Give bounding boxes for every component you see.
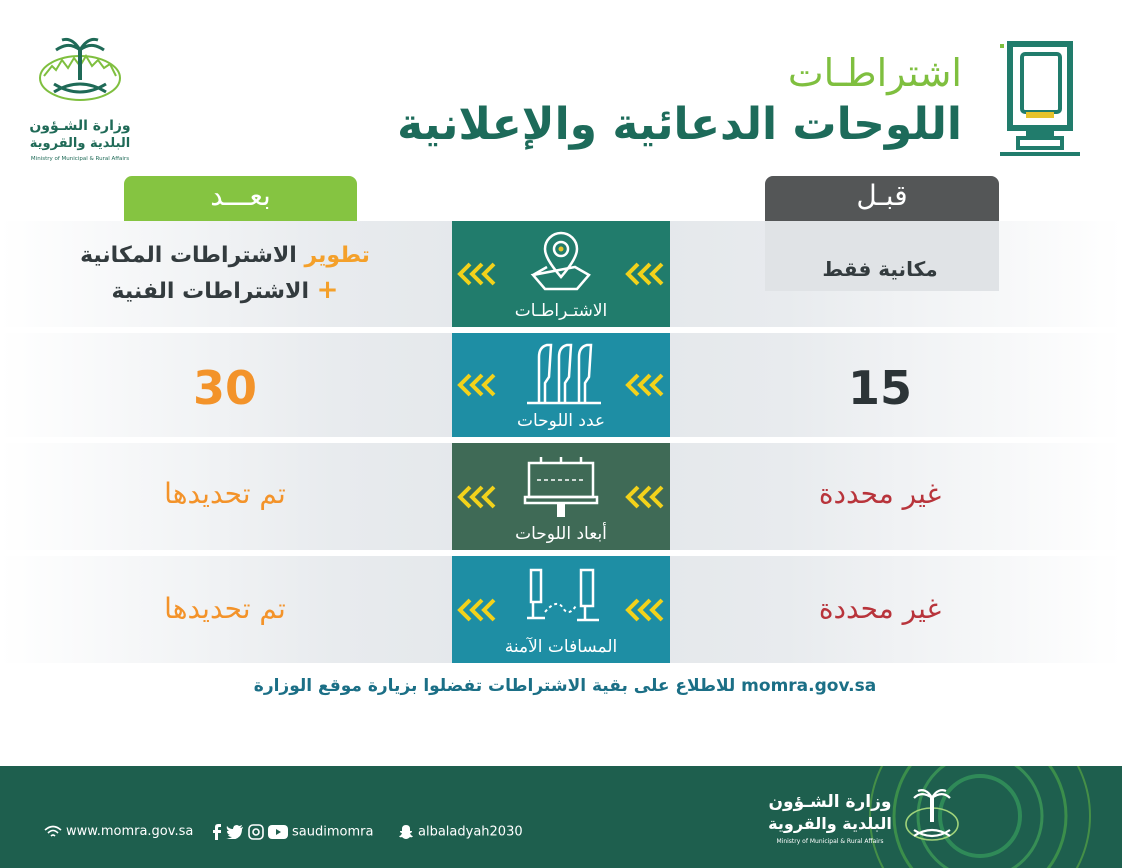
logo-name-ar-line2: البلدية والقروية [29, 136, 131, 151]
after-value [20, 239, 430, 309]
safe-distance-icon [511, 562, 611, 632]
footer [0, 766, 1122, 868]
billboard-dimensions-icon [511, 449, 611, 519]
footer-snapchat[interactable] [398, 824, 523, 840]
before-value: غير محددة [818, 477, 942, 510]
twitter-icon [226, 825, 244, 839]
after-value: تم تحديدها [164, 477, 286, 510]
youtube-icon [268, 825, 288, 839]
chevrons-left-icon [624, 371, 668, 399]
after-column-header: بعـــد [124, 176, 357, 221]
before-column-header: قبـل [765, 176, 999, 221]
instagram-icon [248, 824, 264, 840]
footer-social-handle: saudimomra [292, 824, 374, 840]
palm-swords-emblem-icon [902, 788, 962, 848]
logo-name-ar-line1: وزارة الشـؤون [29, 118, 131, 134]
after-value-line1 [20, 239, 430, 273]
row-category-label: عدد اللوحات [516, 411, 606, 431]
flags-icon [511, 339, 611, 409]
chevrons-left-icon [456, 260, 500, 288]
palm-swords-emblem-icon [34, 36, 126, 106]
comparison-row-board-count [0, 333, 1122, 437]
after-highlight-word: تطوير [304, 243, 370, 268]
facebook-icon [212, 824, 222, 840]
chevrons-left-icon [456, 596, 500, 624]
footer-logo-name-en: Ministry of Municipal & Rural Affairs [776, 838, 884, 845]
after-value-line2 [20, 273, 430, 309]
chevrons-left-icon [456, 371, 500, 399]
after-value-text: الاشتراطات المكانية [80, 243, 297, 268]
after-value: تم تحديدها [164, 592, 286, 625]
row-category-label: المسافات الآمنة [504, 637, 618, 657]
before-value: مكانية فقط [822, 257, 938, 281]
comparison-row-safe-distances [0, 556, 1122, 663]
row-category-label: أبعاد اللوحات [515, 524, 607, 544]
page-title: اللوحات الدعائية والإعلانية [397, 99, 962, 150]
footer-logo-name-ar-line1: وزارة الشـؤون [768, 792, 892, 812]
billboard-icon [996, 40, 1084, 166]
ministry-logo [20, 36, 140, 166]
after-value: 30 [192, 361, 257, 415]
snapchat-icon [398, 824, 414, 840]
footer-logo-name-ar-line2: البلدية والقروية [768, 814, 892, 833]
comparison-row-board-dimensions [0, 443, 1122, 550]
footer-website-text: www.momra.gov.sa [66, 824, 194, 839]
location-gear-icon [511, 227, 611, 297]
chevrons-left-icon [624, 260, 668, 288]
title-subheading: اشتراطـات [787, 51, 962, 95]
before-value: غير محددة [818, 592, 942, 625]
chevrons-left-icon [624, 483, 668, 511]
chevrons-left-icon [456, 483, 500, 511]
website-note: للاطلاع على بقية الاشتراطات تفضلوا بزيارة موقع الوزارة momra.gov.sa [253, 676, 877, 696]
comparison-row-requirements [0, 221, 1122, 327]
plus-icon: + [316, 275, 339, 305]
row-category-label: الاشتـراطـات [514, 301, 608, 321]
logo-name-en: Ministry of Municipal & Rural Affairs [30, 156, 130, 162]
after-value-text: الاشتراطات الفنية [111, 279, 309, 304]
chevrons-left-icon [624, 596, 668, 624]
before-value: 15 [847, 361, 912, 415]
footer-social[interactable] [212, 824, 373, 840]
footer-website[interactable] [44, 824, 193, 839]
footer-snapchat-handle: albaladyah2030 [418, 824, 523, 840]
wifi-icon [44, 825, 62, 839]
